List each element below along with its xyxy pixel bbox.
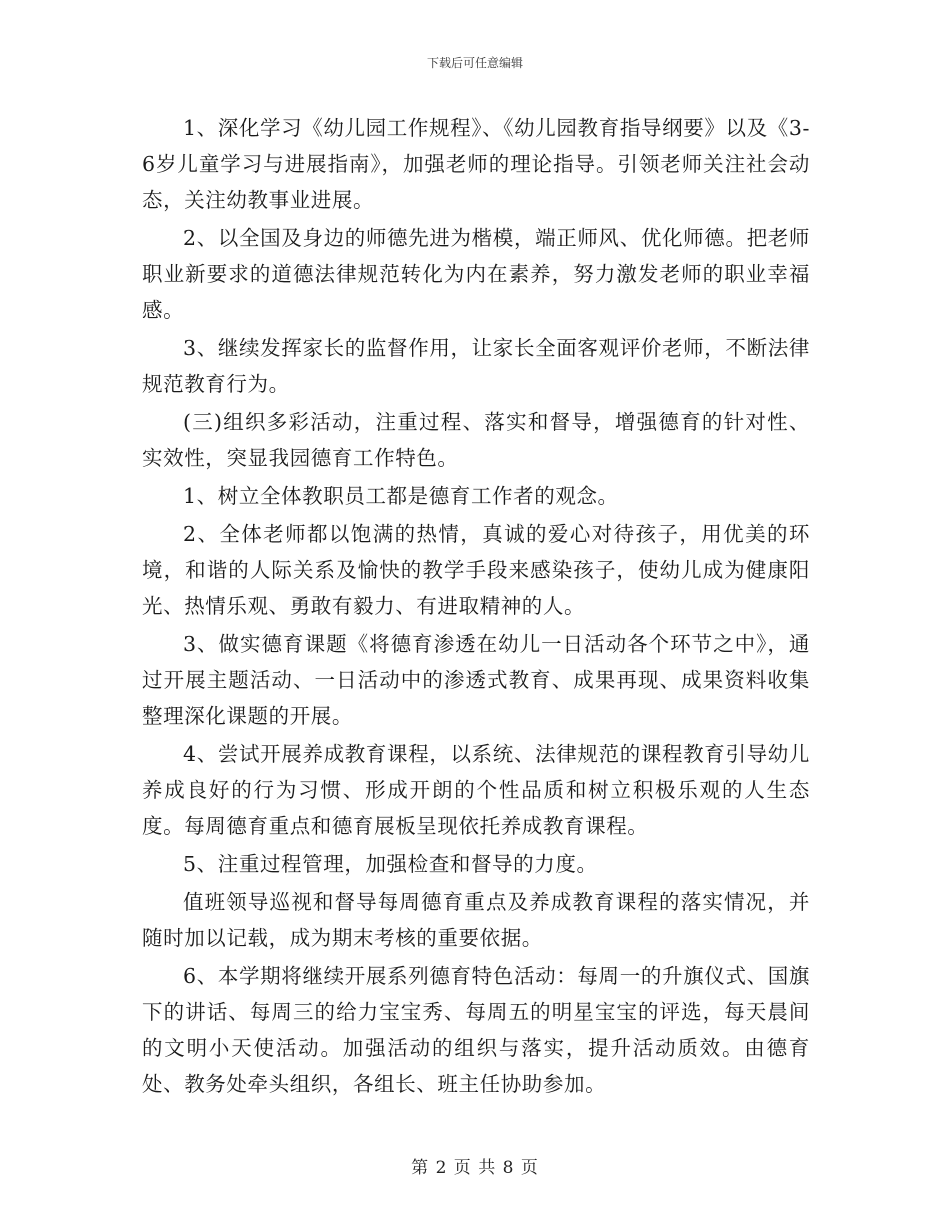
paragraph-7: 3、做实德育课题《将德育渗透在幼儿一日活动各个环节之中》，通过开展主题活动、一日活动中的渗透式教育、成果再现、成果资料收集整理深化课题的开展。 [142, 632, 810, 728]
paragraph-11: 6、本学期将继续开展系列德育特色活动：每周一的升旗仪式、国旗下的讲话、每周三的给力宝宝秀、每周五的明星宝宝的评选，每天晨间的文明小天使活动。加强活动的组织与落实，提升活动质效。由德育处、教务处牵头组织，各组长、班主任协助参加。 [142, 964, 810, 1096]
document-body [142, 110, 810, 1102]
page-header: 下载后可任意编辑 [426, 56, 523, 70]
page-number-footer: 第 2 页 共 8 页 [411, 1158, 539, 1178]
paragraph-5: 1、树立全体教职员工都是德育工作者的观念。 [183, 484, 619, 508]
paragraph-6: 2、全体老师都以饱满的热情，真诚的爱心对待孩子，用优美的环境，和谐的人际关系及愉快的教学手段来感染孩子，使幼儿成为健康阳光、热情乐观、勇敢有毅力、有进取精神的人。 [142, 522, 810, 618]
paragraph-2: 2、以全国及身边的师德先进为楷模，端正师风、优化师德。把老师职业新要求的道德法律规范转化为内在素养，努力激发老师的职业幸福感。 [142, 226, 810, 322]
paragraph-10: 值班领导巡视和督导每周德育重点及养成教育课程的落实情况，并随时加以记载，成为期末考核的重要依据。 [142, 890, 810, 950]
paragraph-9: 5、注重过程管理，加强检查和督导的力度。 [183, 852, 598, 876]
paragraph-8: 4、尝试开展养成教育课程，以系统、法律规范的课程教育引导幼儿养成良好的行为习惯、形成开朗的个性品质和树立积极乐观的人生态度。每周德育重点和德育展板呈现依托养成教育课程。 [142, 742, 810, 838]
section-heading-3: (三)组织多彩活动，注重过程、落实和督导，增强德育的针对性、实效性，突显我园德育工作特色。 [142, 410, 810, 470]
paragraph-3: 3、继续发挥家长的监督作用，让家长全面客观评价老师，不断法律规范教育行为。 [142, 336, 810, 396]
paragraph-1: 1、深化学习《幼儿园工作规程》、《幼儿园教育指导纲要》以及《3-6岁儿童学习与进展指南》，加强老师的理论指导。引领老师关注社会动态，关注幼教事业进展。 [142, 116, 810, 212]
